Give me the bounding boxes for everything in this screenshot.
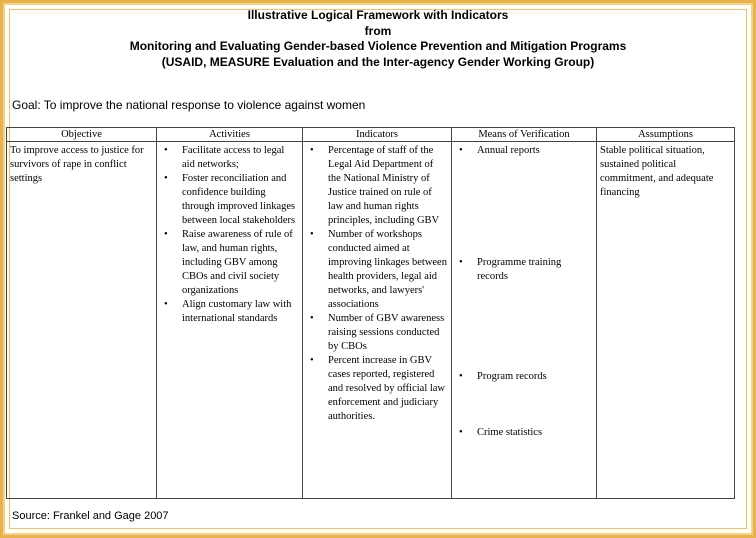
title-line: (USAID, MEASURE Evaluation and the Inter-agency Gender Working Group) [161, 54, 595, 69]
document-title [0, 8, 756, 70]
bullet-icon: • [310, 313, 314, 324]
bullet-icon: • [310, 355, 314, 366]
goal-statement: Goal: To improve the national response to violence against women [12, 98, 366, 112]
assumptions-cell [597, 142, 735, 499]
bullet-icon: • [164, 173, 168, 184]
list-item: • Number of GBV awareness raising sessions conducted by CBOs [310, 313, 445, 352]
bullet-icon: • [164, 229, 168, 240]
list-item: • Raise awareness of rule of law, and human rights, including GBV among CBOs and civil society organizations [164, 229, 293, 296]
bullet-icon: • [164, 145, 168, 156]
objective-cell [7, 142, 157, 499]
header-means-of-verification: Means of Verification [452, 128, 597, 142]
bullet-icon: • [164, 299, 168, 310]
list-item: • Percentage of staff of the Legal Aid Department of the National Ministry of Justice trained on rule of law and human rights principles, including GBV [310, 145, 440, 226]
indicators-cell [303, 142, 452, 499]
source-note: Source: Frankel and Gage 2007 [12, 510, 169, 522]
list-item: • Program records [459, 371, 547, 382]
table-header-row [7, 128, 735, 142]
assumptions-text: Stable political situation, sustained political commitment, and adequate financing [600, 145, 714, 198]
objective-text: To improve access to justice for survivors of rape in conflict settings [10, 145, 144, 184]
bullet-icon: • [310, 229, 314, 240]
header-assumptions: Assumptions [597, 128, 735, 142]
title-line: Monitoring and Evaluating Gender-based Violence Prevention and Mitigation Programs [129, 39, 627, 53]
activities-cell [157, 142, 303, 499]
list-item: • Align customary law with international standards [164, 299, 292, 324]
list-item: • Annual reports [459, 145, 540, 156]
header-objective: Objective [7, 128, 157, 142]
bullet-icon: • [459, 427, 463, 438]
title-line: from [364, 23, 392, 38]
list-item: • Facilitate access to legal aid networks; [164, 145, 285, 170]
list-item: • Programme training records [459, 257, 562, 282]
list-item: • Foster reconciliation and confidence building through improved linkages between local stakeholders [164, 173, 296, 226]
bullet-icon: • [310, 145, 314, 156]
list-item: • Crime statistics [459, 427, 543, 438]
header-activities: Activities [157, 128, 303, 142]
table-row [7, 142, 735, 499]
header-indicators: Indicators [303, 128, 452, 142]
verification-list [455, 144, 593, 440]
verification-cell [452, 142, 597, 499]
bullet-icon: • [459, 371, 463, 382]
indicators-list [306, 144, 448, 424]
list-item: • Number of workshops conducted aimed at improving linkages between health providers, legal aid networks, and lawyers' associations [310, 229, 447, 310]
list-item: • Percent increase in GBV cases reported, registered and resolved by official law enforcement and judiciary authorities. [310, 355, 446, 422]
activities-list [160, 144, 299, 326]
bullet-icon: • [459, 145, 463, 156]
bullet-icon: • [459, 257, 463, 268]
logframe-table [6, 127, 735, 499]
title-line: Illustrative Logical Framework with Indicators [247, 8, 509, 22]
